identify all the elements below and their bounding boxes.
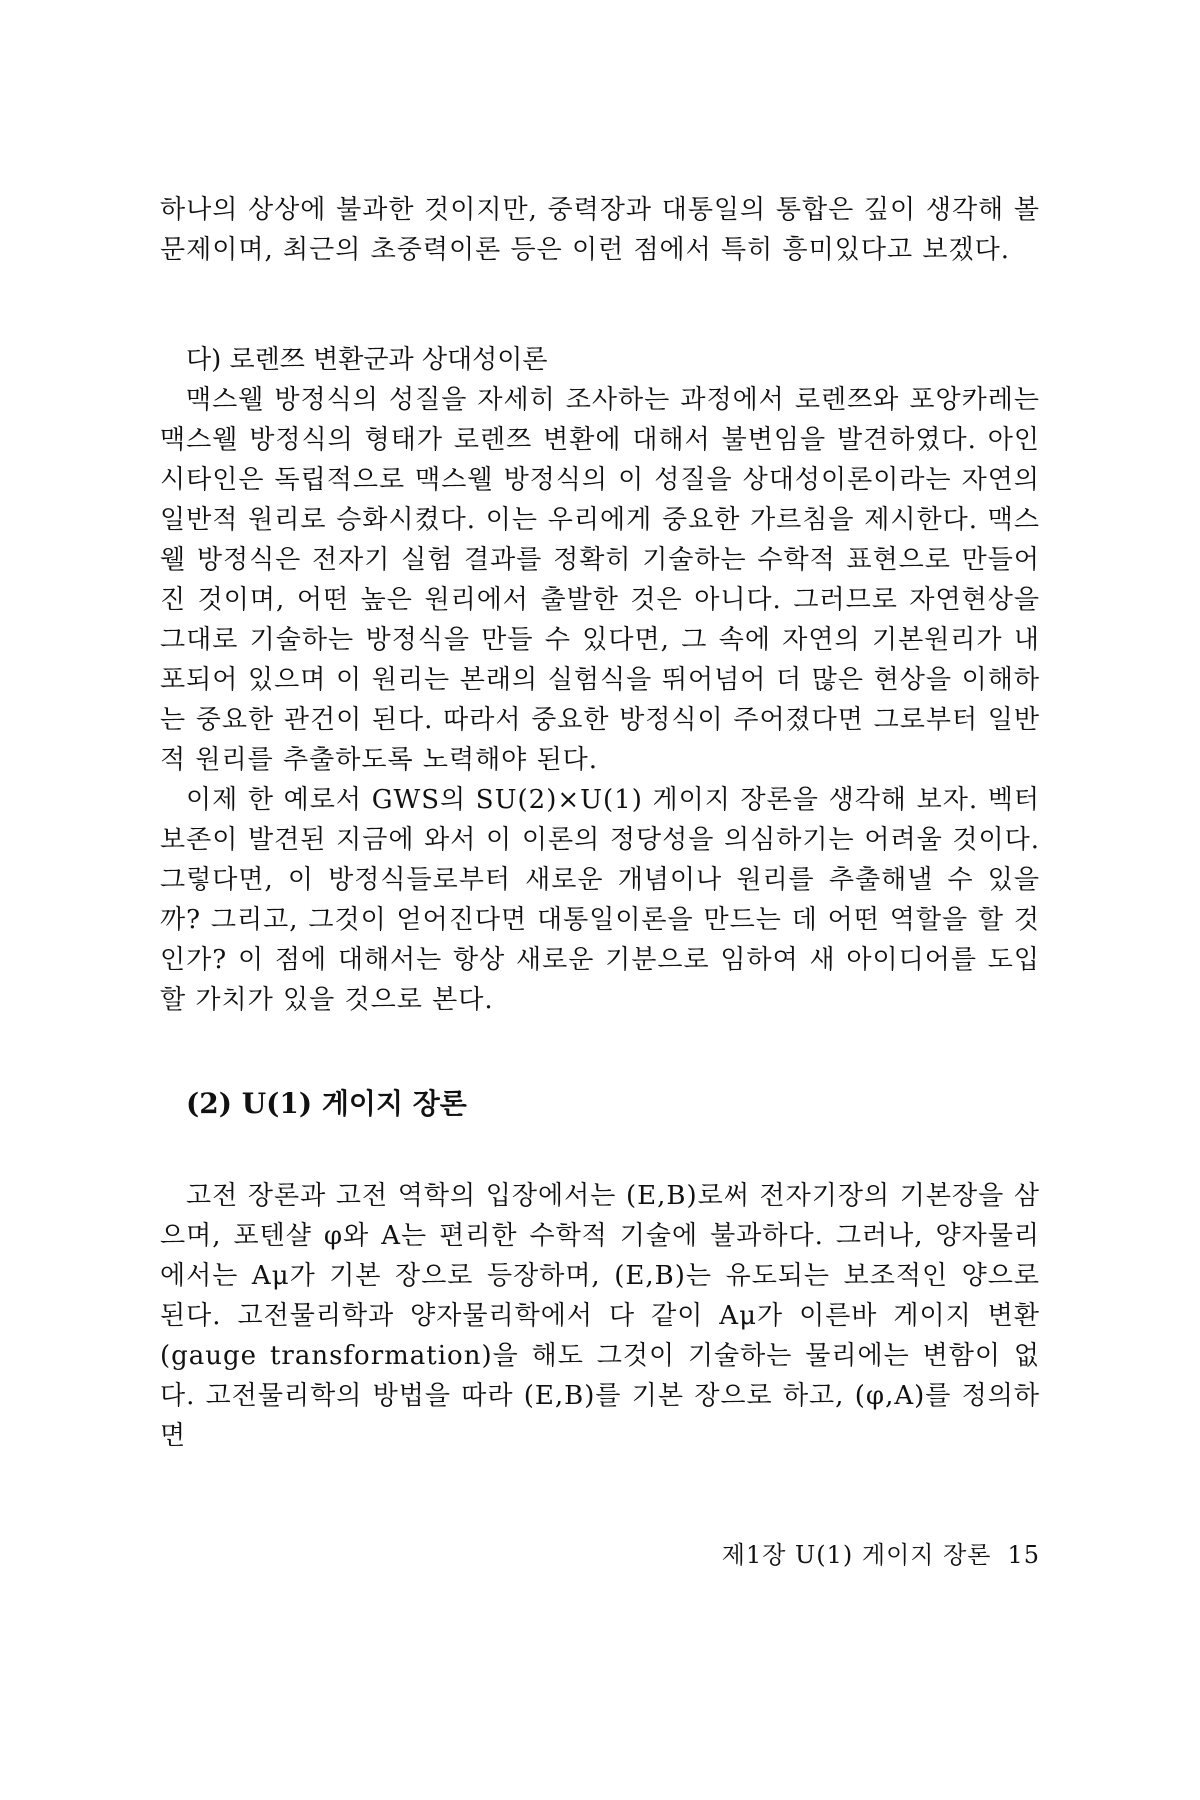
page-body [160,190,1040,1456]
page-footer [640,1540,1040,1570]
subheading-lorentz: 다) 로렌쯔 변환군과 상대성이론 [186,345,548,375]
paragraph-intro: 하나의 상상에 불과한 것이지만, 중력장과 대통일의 통합은 깊이 생각해 볼 문제이며, 최근의 초중력이론 등은 이런 점에서 특히 흥미있다고 보겠다. [160,195,1040,265]
footer-chapter-title: 제1장 U(1) 게이지 장론 [721,1541,992,1569]
paragraph-u1-gauge: 고전 장론과 고전 역학의 입장에서는 (E,B)로써 전자기장의 기본장을 삼으며, 포텐샬 φ와 A는 편리한 수학적 기술에 불과하다. 그러나, 양자물리에서는 Aμ가 기본 장으로 등장하며, (E,B)는 유도되는 보조적인 양으로 된다. 고전물리학과 양자물리학에서 다 같이 Aμ가 이른바 게이지 변환(gauge transformation)을 해도 그것이 기술하는 물리에는 변함이 없다. 고전물리학의 방법을 따라 (E,B)를 기본 장으로 하고, (φ,A)를 정의하면 [160,1181,1040,1451]
paragraph-lorentz: 맥스웰 방정식의 성질을 자세히 조사하는 과정에서 로렌쯔와 포앙카레는 맥스웰 방정식의 형태가 로렌쯔 변환에 대해서 불변임을 발견하였다. 아인시타인은 독립적으로 맥스웰 방정식의 이 성질을 상대성이론이라는 자연의 일반적 원리로 승화시켰다. 이는 우리에게 중요한 가르침을 제시한다. 맥스웰 방정식은 전자기 실험 결과를 정확히 기술하는 수학적 표현으로 만들어진 것이며, 어떤 높은 원리에서 출발한 것은 아니다. 그러므로 자연현상을 그대로 기술하는 방정식을 만들 수 있다면, 그 속에 자연의 기본원리가 내포되어 있으며 이 원리는 본래의 실험식을 뛰어넘어 더 많은 현상을 이해하는 중요한 관건이 된다. 따라서 중요한 방정식이 주어졌다면 그로부터 일반적 원리를 추출하도록 노력해야 된다. [160,385,1040,775]
page-number: 15 [1007,1541,1040,1569]
paragraph-gws: 이제 한 예로서 GWS의 SU(2)×U(1) 게이지 장론을 생각해 보자. 벡터보존이 발견된 지금에 와서 이 이론의 정당성을 의심하기는 어려울 것이다. 그렇다면, 이 방정식들로부터 새로운 개념이나 원리를 추출해낼 수 있을까? 그리고, 그것이 얻어진다면 대통일이론을 만드는 데 어떤 역할을 할 것인가? 이 점에 대해서는 항상 새로운 기분으로 임하여 새 아이디어를 도입할 가치가 있을 것으로 본다. [160,785,1040,1015]
section-heading-u1: (2) U(1) 게이지 장론 [186,1087,467,1120]
